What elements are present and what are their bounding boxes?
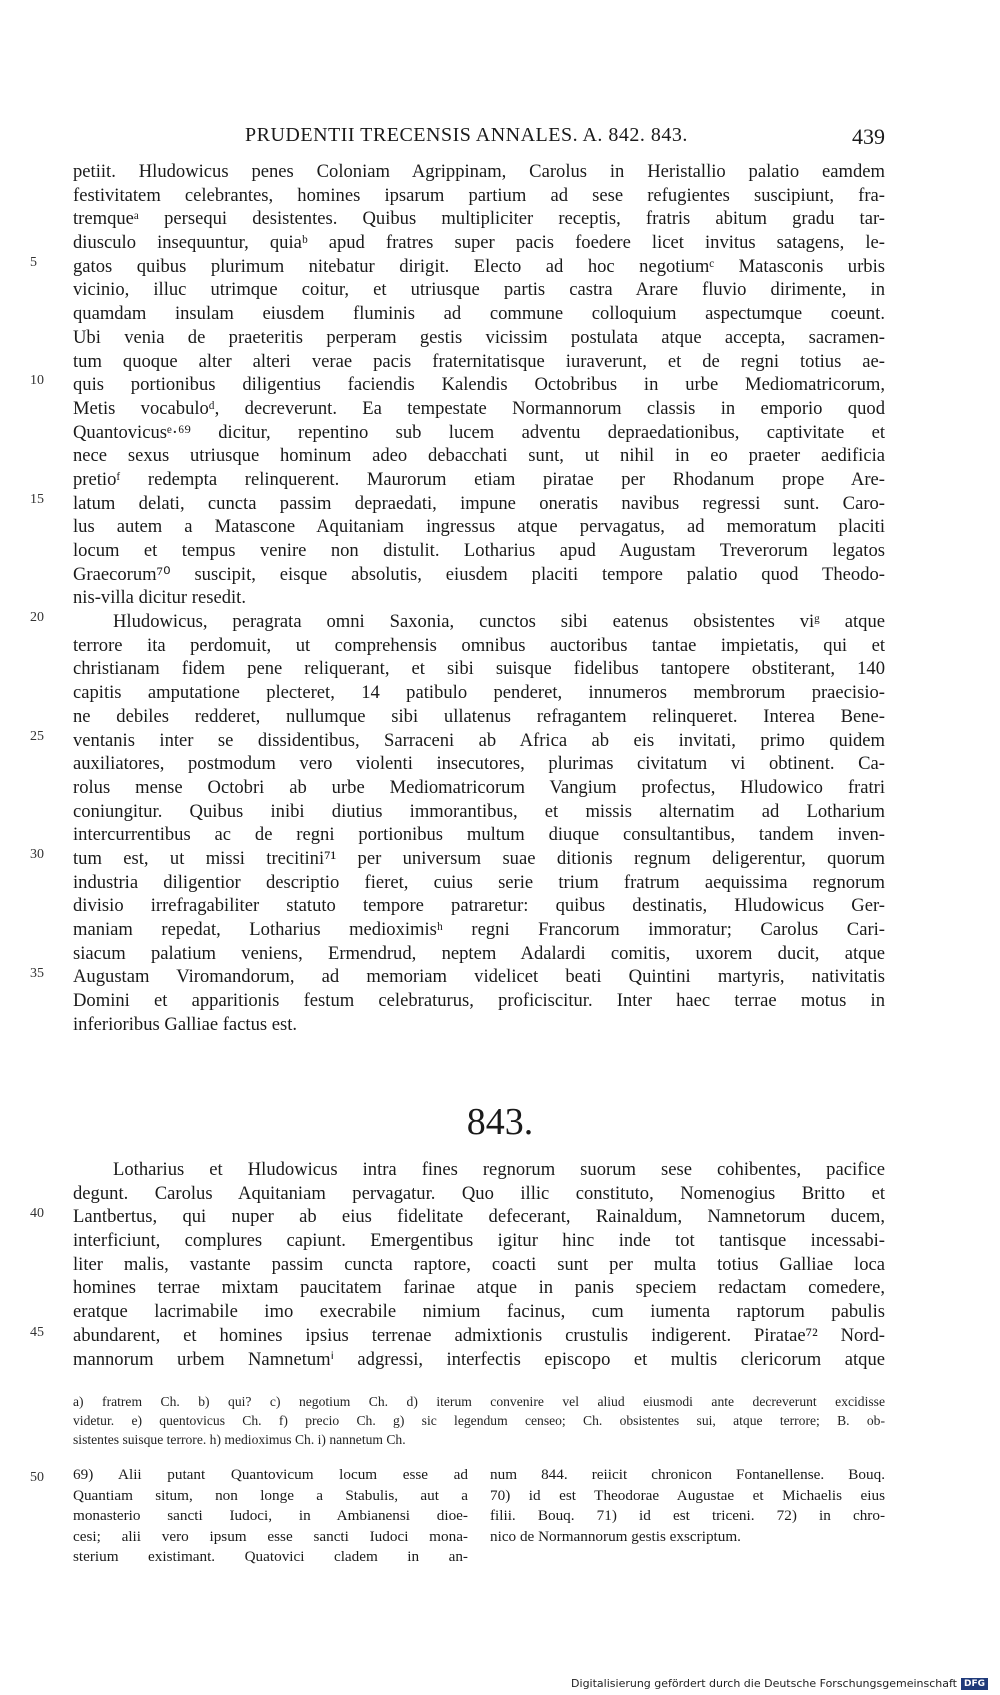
- text-line: tremqueᵃ persequi desistentes. Quibus multipliciter receptis, fratris abitum gradu tar-: [73, 208, 885, 230]
- annal-843-text: [73, 1158, 885, 1371]
- text-line: interficiunt, complures capiunt. Emergentibus igitur hinc inde tot tantisque incessabi-: [73, 1230, 885, 1252]
- line-number: 50: [30, 1470, 44, 1485]
- text-line: locum et tempus venire non distulit. Lotharius apud Augustam Treverorum legatos: [73, 540, 885, 561]
- text-line: coniungitur. Quibus inibi diutius immorantibus, et missis alternatim ad Lotharium: [73, 800, 885, 822]
- text-line: festivitatem celebrantes, homines ipsarum partium ad sese refugientes suscipiunt, fra-: [73, 184, 885, 206]
- text-line: Ubi venia de praeteritis perperam gestis vicissim postulata atque accepta, sacramen-: [73, 326, 885, 348]
- text-line: Domini et apparitionis festum celebraturus, proficiscitur. Inter haec terrae motus in: [73, 990, 885, 1012]
- line-number: 5: [30, 255, 37, 270]
- text-line: quis portionibus diligentius faciendis Kalendis Octobribus in urbe Mediomatricorum,: [73, 374, 885, 396]
- footnote-line: 70) id est Theodorae Augustae et Michaelis eius: [490, 1486, 885, 1504]
- apparatus-line: a) fratrem Ch. b) qui? c) negotium Ch. d) iterum convenire vel aliud eiusmodi ante decreverunt excidisse: [73, 1394, 885, 1409]
- footnote-line: monasterio sancti Iudoci, in Ambianensi dioe-: [73, 1507, 468, 1524]
- text-line: siacum palatium veniens, Ermendrud, neptem Adalardi comitis, uxorem ducit, atque: [73, 942, 885, 964]
- line-number: 40: [30, 1206, 44, 1221]
- footnotes-left-column: [73, 1465, 468, 1568]
- text-line: mannorum urbem Namnetumⁱ adgressi, interfectis episcopo et multis clericorum atque: [73, 1348, 885, 1370]
- text-line: Augustam Viromandorum, ad memoriam videlicet beati Quintini martyris, nativitatis: [73, 966, 885, 988]
- text-line: Lantbertus, qui nuper ab eius fidelitate defecerant, Rainaldum, Namnetorum ducem,: [73, 1206, 885, 1228]
- text-line: latum delati, cuncta passim depraedati, impune oneratis navibus regressi sunt. Caro-: [73, 492, 885, 514]
- footnotes-right-column: [490, 1465, 885, 1547]
- line-number: 20: [30, 610, 44, 625]
- line-number: 30: [30, 847, 44, 862]
- footnote-line: filii. Bouq. 71) id est triceni. 72) in chro-: [490, 1507, 885, 1524]
- footnote-line: Quantiam situm, non longe a Stabulis, aut a: [73, 1486, 468, 1504]
- text-line: diusculo insequuntur, quiaᵇ apud fratres super pacis foedere licet invitus satagens, le-: [73, 232, 885, 254]
- footnote-line: 69) Alii putant Quantovicum locum esse ad: [73, 1466, 468, 1483]
- footnote-line: sterium existimant. Quatovici cladem in an-: [73, 1548, 468, 1565]
- line-number: 15: [30, 492, 44, 507]
- footnote-line: num 844. reiicit chronicon Fontanellense. Bouq.: [490, 1466, 885, 1483]
- critical-apparatus: [73, 1392, 885, 1449]
- line-number: 10: [30, 373, 44, 388]
- text-line: christianam fidem pene reliquerant, et sibi suisque fidelibus tantopere obstiterant, 140: [73, 658, 885, 680]
- text-line: rolus mense Octobri ab urbe Mediomatricorum Vangium profectus, Hludowico fratri: [73, 776, 885, 798]
- text-line: lus autem a Matascone Aquitaniam ingressus atque pervagatus, ad memoratum placiti: [73, 516, 885, 538]
- text-line: tum quoque alter alteri verae pacis fraternitatisque iuraverunt, et de regni totius ae-: [73, 350, 885, 372]
- text-line: inferioribus Galliae factus est.: [73, 1013, 298, 1035]
- text-line: homines terrae mixtam paucitatem farinae atque in panis speciem redactam comedere,: [73, 1277, 885, 1299]
- text-line: maniam repedat, Lotharius medioximisʰ regni Francorum immoratur; Carolus Cari-: [73, 919, 885, 940]
- text-line: industria diligentior descriptio fieret, cuius serie trium fratrum aequissima regnorum: [73, 871, 885, 893]
- apparatus-line: sistentes suisque terrore. h) medioximus Ch. i) nannetum Ch.: [73, 1432, 406, 1447]
- annal-842-text: [73, 160, 885, 1036]
- text-line: gatos quibus plurimum nitebatur dirigit. Electo ad hoc negotiumᶜ Matasconis urbis: [73, 255, 885, 277]
- text-line: Metis vocabuloᵈ, decreverunt. Ea tempestate Normannorum classis in emporio quod: [73, 397, 885, 419]
- line-number: 25: [30, 729, 44, 744]
- text-line: tum est, ut missi trecitini⁷¹ per universum suae ditionis regnum deligerentur, quorum: [73, 847, 885, 869]
- footnote-line: cesi; alii vero ipsum esse sancti Iudoci mona-: [73, 1527, 468, 1545]
- text-line: quamdam insulam eiusdem fluminis ad commune colloquium aspectumque coeunt.: [73, 303, 885, 325]
- footnote-line: nico de Normannorum gestis exscriptum.: [490, 1527, 741, 1545]
- text-line: auxiliatores, postmodum vero violenti insecutores, plurimas civitatum vi obtinent. Ca-: [73, 753, 885, 775]
- text-line: nece sexus utriusque hominum adeo debacchati sunt, ut nihil in eo praeter aedificia: [73, 445, 885, 467]
- page-header: [70, 124, 885, 154]
- running-head: PRUDENTII TRECENSIS ANNALES. A. 842. 843.: [245, 124, 688, 146]
- credit-text: Digitalisierung gefördert durch die Deutsche Forschungsgemeinschaft: [571, 1677, 957, 1690]
- line-number: 35: [30, 966, 44, 981]
- text-line: abundarent, et homines ipsius terrenae admixtionis crustulis indigerent. Piratae⁷² Nord-: [73, 1324, 885, 1346]
- text-line: degunt. Carolus Aquitaniam pervagatur. Quo illic constituto, Nomenogius Britto et: [73, 1182, 885, 1204]
- text-line: Hludowicus, peragrata omni Saxonia, cunctos sibi eatenus obsistentes viᵍ atque: [113, 611, 885, 633]
- text-line: eratque lacrimabile imo execrabile nimium facinus, cum iumenta raptorum pabulis: [73, 1301, 885, 1323]
- text-line: pretioᶠ redempta relinquerent. Maurorum etiam piratae per Rhodanum prope Are-: [73, 468, 885, 490]
- page-number: 439: [852, 124, 885, 149]
- text-line: ventanis inter se dissidentibus, Sarraceni ab Africa ab eis invitati, primo quidem: [73, 729, 885, 751]
- apparatus-line: videtur. e) quentovicus Ch. f) precio Ch. g) sic legendum censeo; Ch. obsistentes sui, atque terrore; B. ob-: [73, 1413, 885, 1428]
- text-line: divisio irrefragabiliter statuto tempore patraretur: quibus destinatis, Hludowicus Ger-: [73, 895, 885, 917]
- digitization-credit: [571, 1677, 988, 1690]
- text-line: liter malis, vastante passim cuncta raptore, coacti sunt per multa totius Galliae loca: [73, 1253, 885, 1275]
- text-line: intercurrentibus ac de regni portionibus multum diuque consultantibus, tandem inven-: [73, 824, 885, 846]
- text-line: capitis amputatione plecteret, 14 patibulo penderet, innumeros membrorum praecisio-: [73, 682, 885, 704]
- text-line: terrore ita perdomuit, ut comprehensis omnibus auctoribus tantae impietatis, qui et: [73, 634, 885, 656]
- year-heading: 843.: [466, 1101, 534, 1143]
- text-line: Quantovicusᵉ·⁶⁹ dicitur, repentino sub lucem adventu depraedationibus, captivitate et: [73, 421, 885, 443]
- text-line: nis-villa dicitur resedit.: [73, 587, 246, 609]
- text-line: Graecorum⁷⁰ suscipit, eisque absolutis, eiusdem placiti tempore palatio quod Theodo-: [73, 563, 885, 585]
- text-line: petiit. Hludowicus penes Coloniam Agrippinam, Carolus in Heristallio palatio eamdem: [73, 161, 885, 182]
- dfg-logo: DFG: [961, 1678, 988, 1690]
- line-number: 45: [30, 1325, 44, 1340]
- text-line: vicinio, illuc utrimque coitur, et utriusque partis castra Arare fluvio dirimente, in: [73, 279, 885, 301]
- text-line: ne debiles redderet, nullumque sibi ullatenus refragantem relinqueret. Interea Bene-: [73, 705, 885, 727]
- text-line: Lotharius et Hludowicus intra fines regnorum suorum sese cohibentes, pacifice: [113, 1159, 885, 1180]
